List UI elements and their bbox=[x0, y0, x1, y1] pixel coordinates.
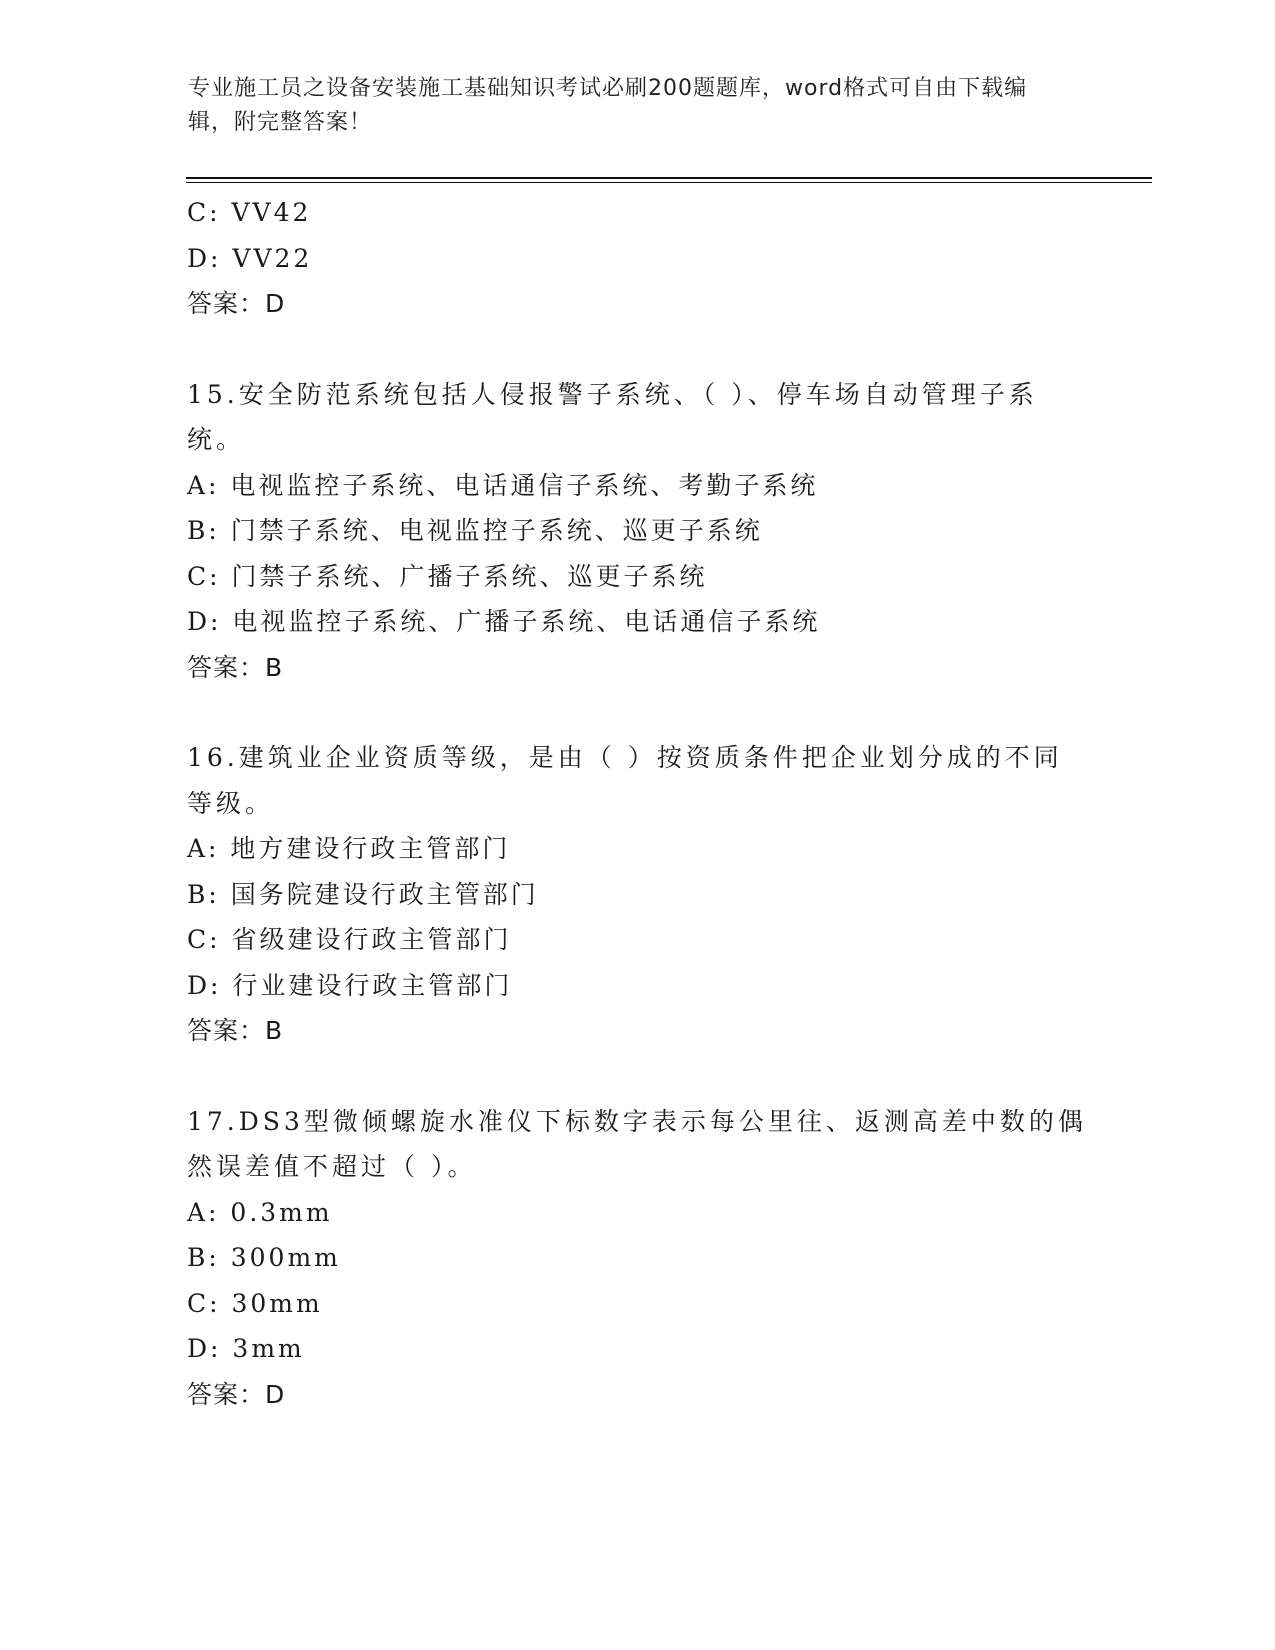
question-14-fragment bbox=[187, 190, 1087, 327]
header-rule-thin bbox=[186, 182, 1152, 183]
question-16 bbox=[187, 735, 1087, 1054]
answer-line: 答案：D bbox=[187, 1379, 286, 1409]
question-stem: 17.DS3型微倾螺旋水准仪下标数字表示每公里往、返测高差中数的偶然误差值不超过（ ）。 bbox=[187, 1106, 1087, 1181]
question-15 bbox=[187, 372, 1087, 691]
spacer bbox=[187, 1054, 1087, 1099]
question-list bbox=[187, 190, 1087, 1417]
document-header-title: 专业施工员之设备安装施工基础知识考试必刷200题题库，word格式可自由下载编辑，附完整答案！ bbox=[188, 76, 1028, 135]
option-a: A: 0.3mm bbox=[187, 1197, 333, 1227]
answer-line: 答案：B bbox=[187, 1016, 284, 1045]
option-d: D: 电视监控子系统、广播子系统、电话通信子系统 bbox=[187, 607, 821, 636]
question-17 bbox=[187, 1099, 1087, 1418]
option-b: B: 国务院建设行政主管部门 bbox=[187, 879, 539, 909]
option-c: C: 省级建设行政主管部门 bbox=[187, 925, 512, 954]
answer-line: 答案：B bbox=[187, 652, 284, 682]
option-d: D: 行业建设行政主管部门 bbox=[187, 970, 513, 1000]
option-c: C: 30mm bbox=[187, 1288, 323, 1318]
question-stem: 16.建筑业企业资质等级，是由（ ）按资质条件把企业划分成的不同等级。 bbox=[187, 743, 1063, 818]
header-rule-thick bbox=[186, 177, 1152, 179]
option-b: B: 门禁子系统、电视监控子系统、巡更子系统 bbox=[187, 516, 763, 545]
option-c: C: 门禁子系统、广播子系统、巡更子系统 bbox=[187, 561, 708, 591]
option-a: A: 电视监控子系统、电话通信子系统、考勤子系统 bbox=[187, 470, 819, 500]
option-b: B: 300mm bbox=[187, 1243, 341, 1272]
option-d: D: 3mm bbox=[187, 1334, 305, 1363]
option-a: A: 地方建设行政主管部门 bbox=[187, 834, 511, 863]
spacer bbox=[187, 327, 1087, 372]
option-c: C: VV42 bbox=[187, 198, 312, 227]
question-stem: 15.安全防范系统包括人侵报警子系统、（ ）、停车场自动管理子系统。 bbox=[187, 379, 1038, 454]
answer-line: 答案：D bbox=[187, 289, 286, 318]
spacer bbox=[187, 690, 1087, 735]
option-d: D: VV22 bbox=[187, 243, 313, 273]
